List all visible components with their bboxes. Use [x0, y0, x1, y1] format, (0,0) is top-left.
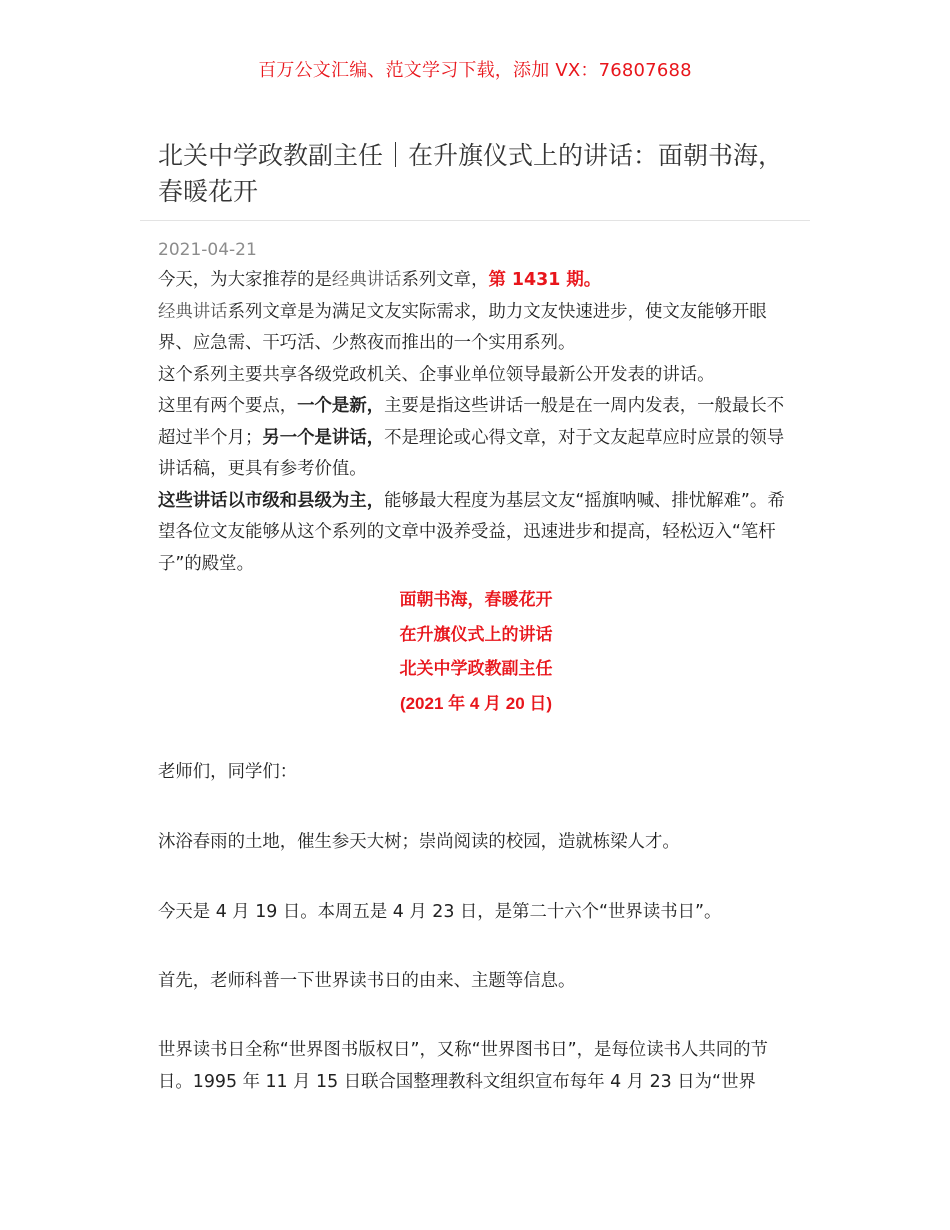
intro-paragraph-4 [158, 391, 794, 486]
title-divider [140, 220, 810, 221]
key-point-speech: 另一个是讲话， [262, 427, 385, 448]
intro-text: 系列文章是为满足文友实际需求，助力文友快速进步，使文友能够开眼界、应急需、干巧活、少熬夜而推出的一个实用系列。 [158, 301, 767, 353]
intro-text: 今天，为大家推荐的是 [158, 270, 332, 290]
intro-text: 主要是指这些讲话一般是在一周内发表，一般最长不超过半个月； [158, 396, 785, 448]
body-paragraph-2: 今天是 4 月 19 日。本周五是 4 月 23 日，是第二十六个“世界读书日”。 [158, 902, 722, 922]
intro-section [158, 265, 794, 721]
promo-banner: 百万公文汇编、范文学习下载，添加 VX：76807688 [258, 60, 692, 81]
intro-paragraph-1 [158, 265, 794, 297]
intro-paragraph-5 [158, 486, 794, 581]
series-name: 经典讲话 [331, 270, 402, 290]
speech-date: (2021 年 4 月 20 日) [399, 693, 553, 713]
key-point-new: 一个是新， [297, 396, 385, 416]
greeting: 老师们，同学们： [158, 762, 298, 782]
speech-speaker: 北关中学政教副主任 [399, 659, 553, 678]
issue-number: 第 1431 期。 [488, 270, 602, 290]
intro-paragraph-3: 这个系列主要共享各级党政机关、企事业单位领导最新公开发表的讲话。 [158, 364, 715, 385]
body-paragraph-3: 首先，老师科普一下世界读书日的由来、主题等信息。 [158, 971, 576, 991]
intro-text: 能够最大程度为基层文友“摇旗呐喊、排忧解难”。希望各位文友能够从这个系列的文章中汲养受益，迅速进步和提高，轻松迈入“笔杆子”的殿堂。 [158, 490, 785, 574]
article-title: 北关中学政教副主任｜在升旗仪式上的讲话：面朝书海，春暖花开 [158, 141, 784, 206]
intro-text: 不是理论或心得文章，对于文友起草应时应景的领导讲话稿，更具有参考价值。 [158, 427, 785, 479]
body-paragraph-1: 沐浴春雨的土地，催生参天大树；崇尚阅读的校园，造就栋梁人才。 [158, 832, 680, 852]
key-point-level: 这些讲话以市级和县级为主， [158, 490, 385, 511]
series-name: 经典讲话 [158, 301, 228, 322]
speech-occasion: 在升旗仪式上的讲话 [399, 624, 553, 644]
publish-date: 2021-04-21 [158, 240, 257, 260]
body-paragraph-4: 世界读书日全称“世界图书版权日”，又称“世界图书日”，是每位读书人共同的节日。1995 年 11 月 15 日联合国整理教科文组织宣布每年 4 月 23 日为“世界 [158, 1040, 768, 1092]
speech-title: 面朝书海，春暖花开 [399, 590, 553, 609]
intro-text: 这里有两个要点， [158, 396, 298, 416]
intro-text: 系列文章， [401, 270, 489, 290]
intro-paragraph-2 [158, 297, 794, 360]
